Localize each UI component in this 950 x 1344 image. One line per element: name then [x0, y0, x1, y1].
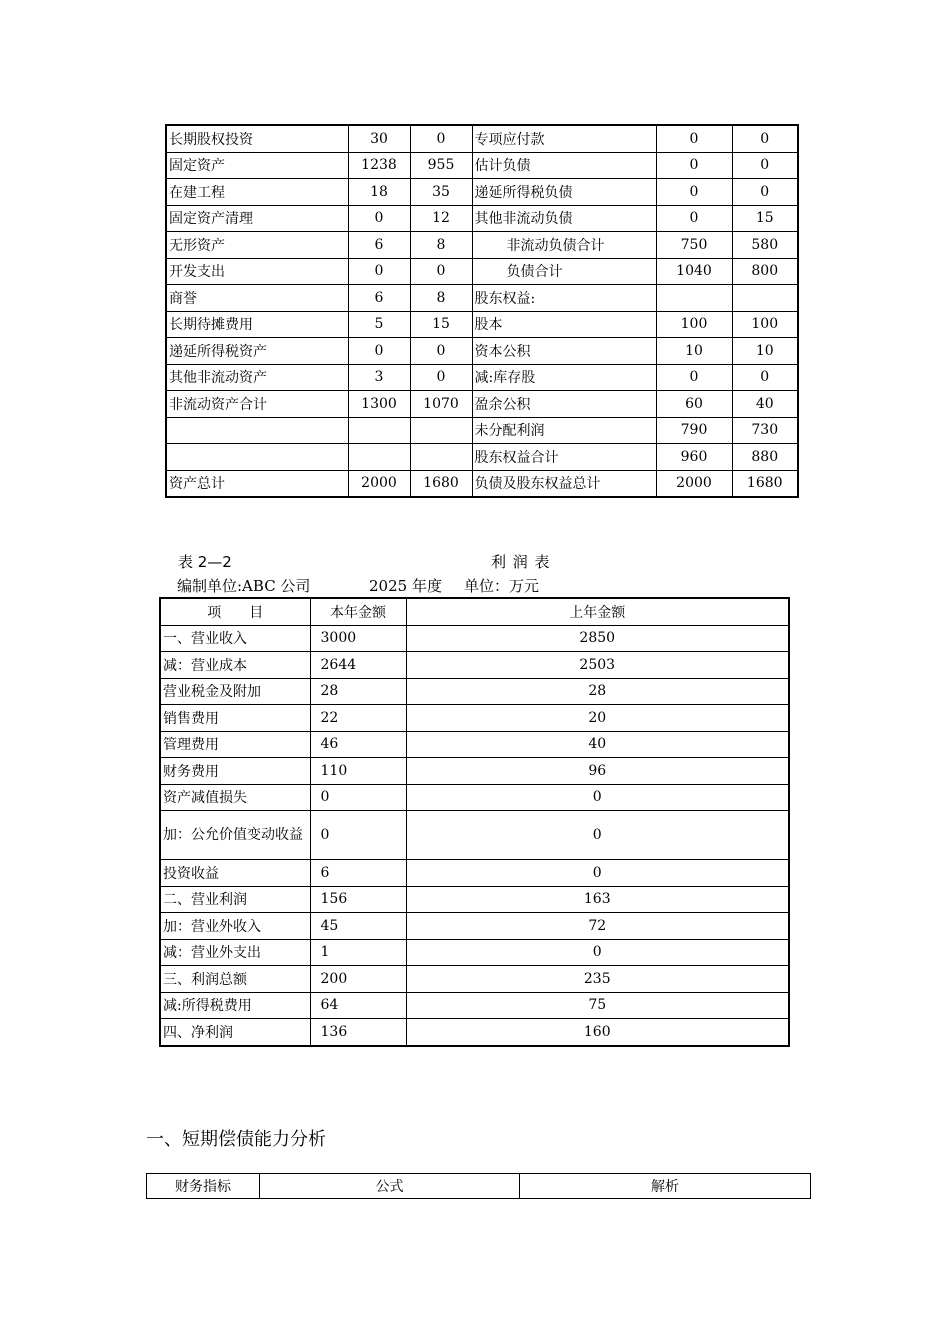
income-row — [160, 913, 789, 940]
liability-item: 未分配利润 — [472, 417, 656, 444]
income-item: 销售费用 — [160, 705, 310, 732]
income-row — [160, 731, 789, 758]
asset-item — [166, 417, 348, 444]
income-row — [160, 860, 789, 887]
liability-current: 0 — [656, 364, 732, 391]
asset-item: 在建工程 — [166, 179, 348, 206]
liability-prior: 0 — [732, 179, 798, 206]
asset-current: 0 — [348, 258, 410, 285]
balance-row — [166, 391, 798, 418]
income-current: 200 — [310, 966, 406, 993]
liability-current: 2000 — [656, 470, 732, 497]
income-prior: 160 — [406, 1019, 789, 1046]
liability-item: 其他非流动负债 — [472, 205, 656, 232]
income-current: 0 — [310, 784, 406, 811]
asset-prior: 12 — [410, 205, 472, 232]
income-item: 减:所得税费用 — [160, 992, 310, 1019]
income-current: 22 — [310, 705, 406, 732]
income-prior: 2503 — [406, 652, 789, 679]
asset-prior: 8 — [410, 232, 472, 259]
asset-item: 非流动资产合计 — [166, 391, 348, 418]
income-current: 28 — [310, 678, 406, 705]
liability-item: 股本 — [472, 311, 656, 338]
asset-prior: 35 — [410, 179, 472, 206]
balance-row — [166, 470, 798, 497]
income-current: 136 — [310, 1019, 406, 1046]
liability-prior: 0 — [732, 125, 798, 152]
liability-prior: 10 — [732, 338, 798, 365]
income-current: 1 — [310, 939, 406, 966]
asset-item: 固定资产清理 — [166, 205, 348, 232]
liability-current: 0 — [656, 205, 732, 232]
liability-current: 60 — [656, 391, 732, 418]
asset-current — [348, 444, 410, 471]
balance-row — [166, 179, 798, 206]
income-row — [160, 966, 789, 993]
balance-sheet-table — [165, 124, 799, 498]
income-statement-body — [160, 598, 789, 1046]
income-item: 加：营业外收入 — [160, 913, 310, 940]
liability-item: 负债及股东权益总计 — [472, 470, 656, 497]
income-prior: 2850 — [406, 625, 789, 652]
asset-item: 其他非流动资产 — [166, 364, 348, 391]
liability-current: 790 — [656, 417, 732, 444]
liability-current: 0 — [656, 179, 732, 206]
liability-current — [656, 285, 732, 312]
section-title: 一、短期偿债能力分析 — [146, 1129, 326, 1150]
liability-current: 10 — [656, 338, 732, 365]
income-current: 3000 — [310, 625, 406, 652]
income-prior: 20 — [406, 705, 789, 732]
balance-row — [166, 152, 798, 179]
balance-row — [166, 444, 798, 471]
liability-current: 100 — [656, 311, 732, 338]
liability-prior: 880 — [732, 444, 798, 471]
asset-prior: 0 — [410, 258, 472, 285]
asset-current: 30 — [348, 125, 410, 152]
liability-item: 递延所得税负债 — [472, 179, 656, 206]
liability-prior: 40 — [732, 391, 798, 418]
asset-current: 6 — [348, 232, 410, 259]
asset-prior: 0 — [410, 364, 472, 391]
liability-item: 非流动负债合计 — [472, 232, 656, 259]
asset-current: 1300 — [348, 391, 410, 418]
liability-current: 750 — [656, 232, 732, 259]
header-analysis: 解析 — [520, 1174, 811, 1199]
liability-item: 估计负债 — [472, 152, 656, 179]
liability-item: 盈余公积 — [472, 391, 656, 418]
liability-prior: 15 — [732, 205, 798, 232]
liability-current: 0 — [656, 125, 732, 152]
fiscal-year-label: 2025 年度 — [369, 577, 442, 595]
liability-item: 资本公积 — [472, 338, 656, 365]
income-prior: 0 — [406, 860, 789, 887]
liability-current: 1040 — [656, 258, 732, 285]
company-label: 编制单位:ABC 公司 — [177, 577, 311, 595]
liability-prior: 0 — [732, 152, 798, 179]
balance-row — [166, 125, 798, 152]
income-current: 2644 — [310, 652, 406, 679]
income-header-row — [160, 598, 789, 625]
liability-item: 股东权益合计 — [472, 444, 656, 471]
balance-row — [166, 364, 798, 391]
unit-label: 单位：万元 — [464, 577, 540, 595]
income-current: 6 — [310, 860, 406, 887]
income-row — [160, 625, 789, 652]
asset-current: 2000 — [348, 470, 410, 497]
liability-prior: 730 — [732, 417, 798, 444]
income-item: 减：营业外支出 — [160, 939, 310, 966]
balance-row — [166, 232, 798, 259]
income-prior: 0 — [406, 939, 789, 966]
income-prior: 0 — [406, 784, 789, 811]
asset-item: 开发支出 — [166, 258, 348, 285]
income-statement-table — [159, 597, 790, 1047]
income-row — [160, 758, 789, 785]
income-prior: 40 — [406, 731, 789, 758]
income-item: 二、营业利润 — [160, 886, 310, 913]
asset-item: 长期股权投资 — [166, 125, 348, 152]
income-row — [160, 652, 789, 679]
asset-prior — [410, 417, 472, 444]
liability-item: 负债合计 — [472, 258, 656, 285]
income-row — [160, 992, 789, 1019]
asset-item: 无形资产 — [166, 232, 348, 259]
income-item: 投资收益 — [160, 860, 310, 887]
income-current: 0 — [310, 811, 406, 860]
income-row — [160, 1019, 789, 1046]
asset-current: 5 — [348, 311, 410, 338]
asset-current: 18 — [348, 179, 410, 206]
liability-prior: 1680 — [732, 470, 798, 497]
income-item: 管理费用 — [160, 731, 310, 758]
asset-prior: 15 — [410, 311, 472, 338]
income-item: 四、净利润 — [160, 1019, 310, 1046]
header-formula: 公式 — [260, 1174, 520, 1199]
asset-prior: 1680 — [410, 470, 472, 497]
header-prior-year: 上年金额 — [406, 598, 789, 625]
income-item: 财务费用 — [160, 758, 310, 785]
income-row — [160, 939, 789, 966]
asset-prior: 8 — [410, 285, 472, 312]
balance-row — [166, 311, 798, 338]
income-row — [160, 678, 789, 705]
balance-row — [166, 205, 798, 232]
income-item: 加：公允价值变动收益 — [160, 811, 310, 860]
liability-prior: 0 — [732, 364, 798, 391]
income-item: 资产减值损失 — [160, 784, 310, 811]
asset-current: 0 — [348, 205, 410, 232]
asset-current: 1238 — [348, 152, 410, 179]
income-item: 三、利润总额 — [160, 966, 310, 993]
liability-item: 股东权益: — [472, 285, 656, 312]
ratio-table-header-row — [147, 1174, 811, 1199]
liability-current: 0 — [656, 152, 732, 179]
asset-item — [166, 444, 348, 471]
liability-item: 减:库存股 — [472, 364, 656, 391]
income-prior: 0 — [406, 811, 789, 860]
liability-item: 专项应付款 — [472, 125, 656, 152]
income-prior: 163 — [406, 886, 789, 913]
income-row — [160, 705, 789, 732]
asset-prior: 955 — [410, 152, 472, 179]
income-statement-title: 利 润 表 — [491, 553, 551, 571]
header-item: 项 目 — [160, 598, 310, 625]
income-row — [160, 784, 789, 811]
balance-row — [166, 338, 798, 365]
asset-current: 3 — [348, 364, 410, 391]
balance-row — [166, 285, 798, 312]
header-current-year: 本年金额 — [310, 598, 406, 625]
income-item: 减：营业成本 — [160, 652, 310, 679]
ratio-analysis-table — [146, 1173, 811, 1199]
liability-prior — [732, 285, 798, 312]
liability-prior: 580 — [732, 232, 798, 259]
asset-current — [348, 417, 410, 444]
balance-sheet-body — [166, 125, 798, 497]
income-current: 110 — [310, 758, 406, 785]
income-prior: 235 — [406, 966, 789, 993]
asset-item: 资产总计 — [166, 470, 348, 497]
liability-current: 960 — [656, 444, 732, 471]
income-prior: 72 — [406, 913, 789, 940]
income-item: 一、营业收入 — [160, 625, 310, 652]
income-current: 156 — [310, 886, 406, 913]
income-row — [160, 811, 789, 860]
asset-item: 长期待摊费用 — [166, 311, 348, 338]
asset-prior: 1070 — [410, 391, 472, 418]
income-current: 64 — [310, 992, 406, 1019]
income-current: 46 — [310, 731, 406, 758]
asset-prior: 0 — [410, 338, 472, 365]
balance-row — [166, 258, 798, 285]
asset-item: 固定资产 — [166, 152, 348, 179]
liability-prior: 800 — [732, 258, 798, 285]
income-prior: 96 — [406, 758, 789, 785]
asset-current: 0 — [348, 338, 410, 365]
income-prior: 75 — [406, 992, 789, 1019]
income-item: 营业税金及附加 — [160, 678, 310, 705]
table-number: 表 2—2 — [178, 553, 232, 571]
asset-item: 商誉 — [166, 285, 348, 312]
asset-prior — [410, 444, 472, 471]
income-row — [160, 886, 789, 913]
income-prior: 28 — [406, 678, 789, 705]
balance-row — [166, 417, 798, 444]
asset-item: 递延所得税资产 — [166, 338, 348, 365]
header-indicator: 财务指标 — [147, 1174, 260, 1199]
asset-current: 6 — [348, 285, 410, 312]
liability-prior: 100 — [732, 311, 798, 338]
income-current: 45 — [310, 913, 406, 940]
asset-prior: 0 — [410, 125, 472, 152]
